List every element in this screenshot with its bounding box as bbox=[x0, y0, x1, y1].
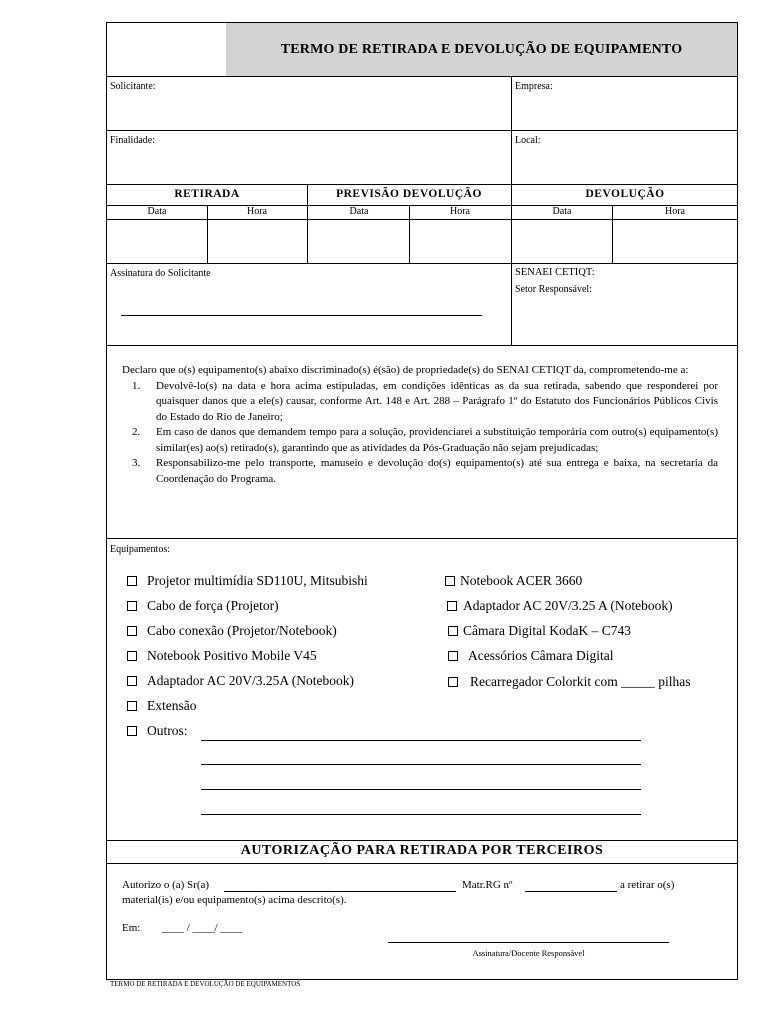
checkbox[interactable] bbox=[448, 651, 458, 661]
outros-line[interactable] bbox=[201, 789, 641, 790]
signature-line[interactable] bbox=[121, 315, 482, 316]
equipment-item[interactable] bbox=[127, 673, 354, 689]
equipment-item-label: Notebook Positivo Mobile V45 bbox=[147, 648, 317, 663]
devolucao-hora-label: Hora bbox=[665, 206, 685, 217]
senai-label: SENAEI CETIQT: bbox=[515, 267, 595, 278]
divider bbox=[107, 219, 737, 220]
equipment-item[interactable] bbox=[127, 723, 188, 739]
equipment-item[interactable] bbox=[127, 698, 197, 714]
retirada-data-label: Data bbox=[147, 206, 167, 217]
em-label: Em: bbox=[122, 922, 141, 934]
checkbox[interactable] bbox=[127, 626, 137, 636]
authorization-text: a retirar o(s) bbox=[620, 879, 675, 891]
equipment-item-label: Recarregador Colorkit com _____ pilhas bbox=[470, 674, 691, 689]
divider bbox=[107, 263, 737, 264]
checkbox[interactable] bbox=[127, 701, 137, 711]
equipment-item[interactable] bbox=[448, 623, 631, 639]
equipment-item[interactable] bbox=[127, 573, 368, 589]
signature-label: Assinatura do Solicitante bbox=[110, 268, 211, 279]
equipment-item[interactable] bbox=[448, 648, 613, 664]
empresa-field[interactable]: Empresa: bbox=[515, 81, 553, 92]
list-item bbox=[122, 379, 718, 426]
declaration-intro: Declaro que o(s) equipamento(s) abaixo discriminado(s) é(são) de propriedade(s) do SENAI CETIQT da, comprometendo-me a: bbox=[122, 364, 689, 376]
declaration bbox=[122, 363, 718, 487]
checkbox[interactable] bbox=[445, 576, 455, 586]
equipment-item[interactable] bbox=[127, 598, 279, 614]
docente-signature-label: Assinatura/Docente Responsável bbox=[472, 948, 585, 958]
equipment-item[interactable] bbox=[127, 648, 317, 664]
list-text: Em caso de danos que demandem tempo para a solução, providenciarei a substituição temporária com outro(s) equipamento(s) similar(es) ao(s) retirado(s), garantindo que as atividades da Pós-Graduação não sejam prejudicadas; bbox=[156, 426, 718, 454]
devolucao-header: DEVOLUÇÃO bbox=[585, 188, 665, 200]
authorization-title: AUTORIZAÇÃO PARA RETIRADA POR TERCEIROS bbox=[240, 843, 604, 858]
list-number: 1. bbox=[132, 379, 141, 392]
list-number: 3. bbox=[132, 457, 141, 469]
finalidade-field[interactable]: Finalidade: bbox=[110, 135, 155, 146]
divider bbox=[107, 840, 737, 841]
divider bbox=[107, 130, 737, 131]
equipment-label: Equipamentos: bbox=[110, 544, 170, 555]
form bbox=[106, 22, 738, 980]
checkbox[interactable] bbox=[127, 576, 137, 586]
checkbox[interactable] bbox=[448, 626, 458, 636]
equipment-item-label: Adaptador AC 20V/3.25 A (Notebook) bbox=[463, 598, 673, 613]
equipment-item-label: Outros: bbox=[147, 723, 188, 738]
equipment-item-label: Cabo de força (Projetor) bbox=[147, 598, 279, 613]
outros-line[interactable] bbox=[201, 764, 641, 765]
outros-line[interactable] bbox=[201, 740, 641, 741]
previsao-data-label: Data bbox=[349, 206, 369, 217]
equipment-item-label: Projetor multimídia SD110U, Mitsubishi bbox=[147, 573, 368, 588]
list-text: Devolvê-lo(s) na data e hora acima estipuladas, em condições idênticas as da sua retirada, sabendo que responderei por quaisquer danos que a ele(s) causar, conforme Art. 148 e Art. 288 – Parágrafo 1º do Estatuto dos Funcionários Públicos Civis do Estado do Rio de Janeiro; bbox=[156, 379, 718, 423]
equipment-item[interactable] bbox=[447, 598, 673, 614]
checkbox[interactable] bbox=[448, 677, 458, 687]
page-title: TERMO DE RETIRADA E DEVOLUÇÃO DE EQUIPAMENTO bbox=[226, 23, 737, 76]
checkbox[interactable] bbox=[127, 676, 137, 686]
checkbox[interactable] bbox=[127, 726, 137, 736]
solicitante-field[interactable]: Solicitante: bbox=[110, 81, 156, 92]
setor-label: Setor Responsável: bbox=[515, 284, 592, 295]
devolucao-data-label: Data bbox=[552, 206, 572, 217]
checkbox[interactable] bbox=[127, 651, 137, 661]
authorization-text: Autorizo o (a) Sr(a) bbox=[122, 879, 210, 891]
declaration-list bbox=[122, 379, 718, 488]
equipment-item[interactable] bbox=[448, 674, 690, 690]
name-line[interactable] bbox=[224, 891, 456, 892]
equipment-item-label: Extensão bbox=[147, 698, 197, 713]
retirada-header: RETIRADA bbox=[174, 188, 240, 200]
equipment-item-label: Câmara Digital KodaK – C743 bbox=[463, 623, 631, 638]
divider bbox=[207, 205, 208, 263]
authorization-text: material(is) e/ou equipamento(s) acima descrito(s). bbox=[122, 894, 347, 906]
divider bbox=[409, 205, 410, 263]
checkbox[interactable] bbox=[447, 601, 457, 611]
divider bbox=[107, 184, 737, 185]
matr-line[interactable] bbox=[525, 891, 617, 892]
checkbox[interactable] bbox=[127, 601, 137, 611]
divider bbox=[107, 345, 737, 346]
equipment-item[interactable] bbox=[127, 623, 337, 639]
divider bbox=[511, 263, 512, 345]
date-field[interactable]: ____ / ____/ ____ bbox=[162, 922, 243, 934]
local-field[interactable]: Local: bbox=[515, 135, 541, 146]
divider bbox=[107, 76, 737, 77]
previsao-hora-label: Hora bbox=[450, 206, 470, 217]
equipment-item-label: Notebook ACER 3660 bbox=[460, 573, 583, 588]
divider bbox=[107, 538, 737, 539]
equipment-item-label: Cabo conexão (Projetor/Notebook) bbox=[147, 623, 337, 638]
docente-signature-line[interactable] bbox=[388, 942, 669, 943]
list-text: Responsabilizo-me pelo transporte, manuseio e devolução do(s) equipamento(s) até sua entrega e baixa, na secretaria da Coordenação do Programa. bbox=[156, 457, 718, 485]
matr-label: Matr.RG nº bbox=[462, 879, 513, 891]
divider bbox=[307, 184, 308, 263]
retirada-hora-label: Hora bbox=[247, 206, 267, 217]
divider bbox=[511, 184, 512, 263]
divider bbox=[612, 205, 613, 263]
list-item bbox=[122, 425, 718, 456]
equipment-item-label: Adaptador AC 20V/3.25A (Notebook) bbox=[147, 673, 354, 688]
list-number: 2. bbox=[132, 426, 141, 438]
previsao-header: PREVISÃO DEVOLUÇÃO bbox=[336, 188, 482, 200]
footer-text: TERMO DE RETIRADA E DEVOLUÇÃO DE EQUIPAMENTOS bbox=[110, 980, 301, 988]
equipment-item-label: Acessórios Câmara Digital bbox=[468, 648, 614, 663]
list-item bbox=[122, 456, 718, 487]
divider bbox=[107, 863, 737, 864]
equipment-item[interactable] bbox=[445, 573, 582, 589]
outros-line[interactable] bbox=[201, 814, 641, 815]
